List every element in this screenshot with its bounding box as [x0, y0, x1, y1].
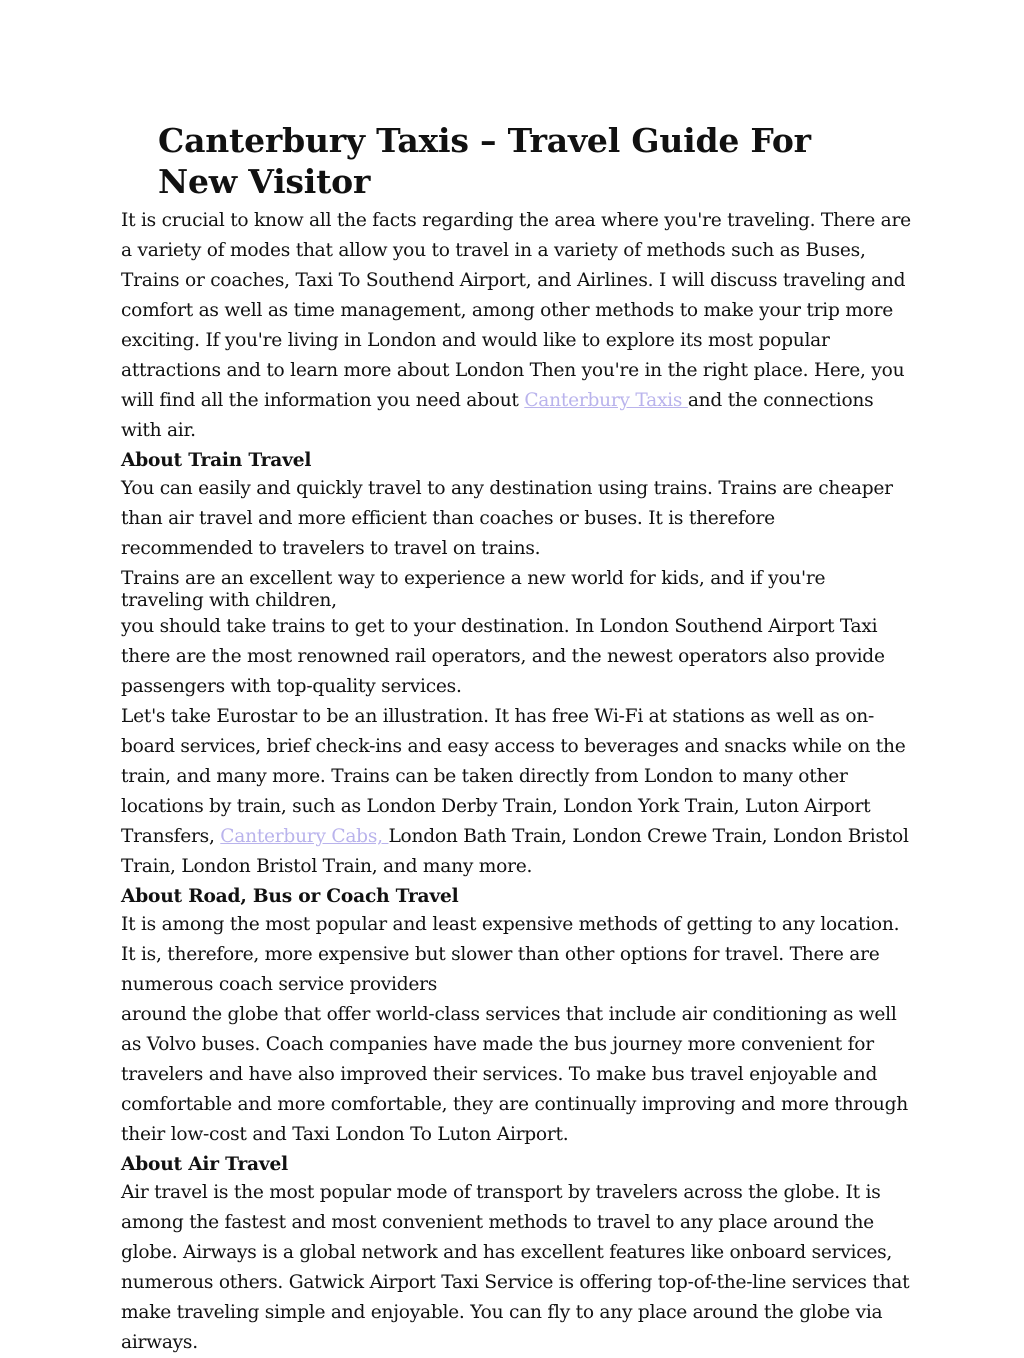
document-body	[121, 206, 911, 1358]
intro-paragraph	[121, 206, 911, 446]
train-paragraph-2b: you should take trains to get to your destination. In London Southend Airport Taxi there are the most renowned rail operators, and the newest operators also provide passengers with top-quality services.	[121, 616, 885, 697]
canterbury-taxis-link[interactable]: Canterbury Taxis	[524, 390, 688, 411]
road-heading: About Road, Bus or Coach Travel	[121, 886, 459, 907]
canterbury-cabs-link[interactable]: Canterbury Cabs,	[220, 826, 389, 847]
page-title: Canterbury Taxis – Travel Guide For New Visitor	[158, 121, 811, 201]
air-heading: About Air Travel	[121, 1154, 288, 1175]
road-paragraph-1a: It is among the most popular and least expensive methods of getting to any location. It is, therefore, more expensive but slower than other options for travel. There are numerous coach service providers	[121, 914, 900, 995]
train-p3-text: Let's take Eurostar to be an illustration. It has free Wi-Fi at stations as well as on-board services, brief check-ins and easy access to beverages and snacks while on the train, and many more. Trains can be taken directly from London to many other locations by train, such as London Derby Train, London York Train, Luton Airport Transfers,	[121, 706, 906, 847]
air-paragraph-1: Air travel is the most popular mode of transport by travelers across the globe. It is among the fastest and most convenient methods to travel to any place around the globe. Airways is a global network and has excellent features like onboard services, numerous others. Gatwick Airport Taxi Service is offering top-of-the-line services that make traveling simple and enjoyable. You can fly to any place around the globe via airways.	[121, 1182, 910, 1353]
intro-text: It is crucial to know all the facts regarding the area where you're traveling. There are a variety of modes that allow you to travel in a variety of methods such as Buses, Trains or coaches, Taxi To Southend Airport, and Airlines. I will discuss traveling and comfort as well as time management, among other methods to make your trip more exciting. If you're living in London and would like to explore its most popular attractions and to learn more about London Then you're in the right place. Here, you will find all the information you need about	[121, 210, 911, 411]
train-heading: About Train Travel	[121, 450, 312, 471]
intro-text-end: and the connections with air.	[121, 390, 874, 441]
train-paragraph-1: You can easily and quickly travel to any destination using trains. Trains are cheaper than air travel and more efficient than coaches or buses. It is therefore recommended to travelers to travel on trains.	[121, 478, 893, 559]
train-p3-text-end: London Bath Train, London Crewe Train, London Bristol Train, London Bristol Train, and many more.	[121, 826, 909, 877]
road-paragraph-1b: around the globe that offer world-class services that include air conditioning as well as Volvo buses. Coach companies have made the bus journey more convenient for travelers and have also improved their services. To make bus travel enjoyable and comfortable and more comfortable, they are continually improving and more through their low-cost and Taxi London To Luton Airport.	[121, 1004, 908, 1145]
train-paragraph-2a: Trains are an excellent way to experience a new world for kids, and if you're traveling with children,	[121, 568, 826, 611]
train-paragraph-3	[121, 702, 911, 882]
